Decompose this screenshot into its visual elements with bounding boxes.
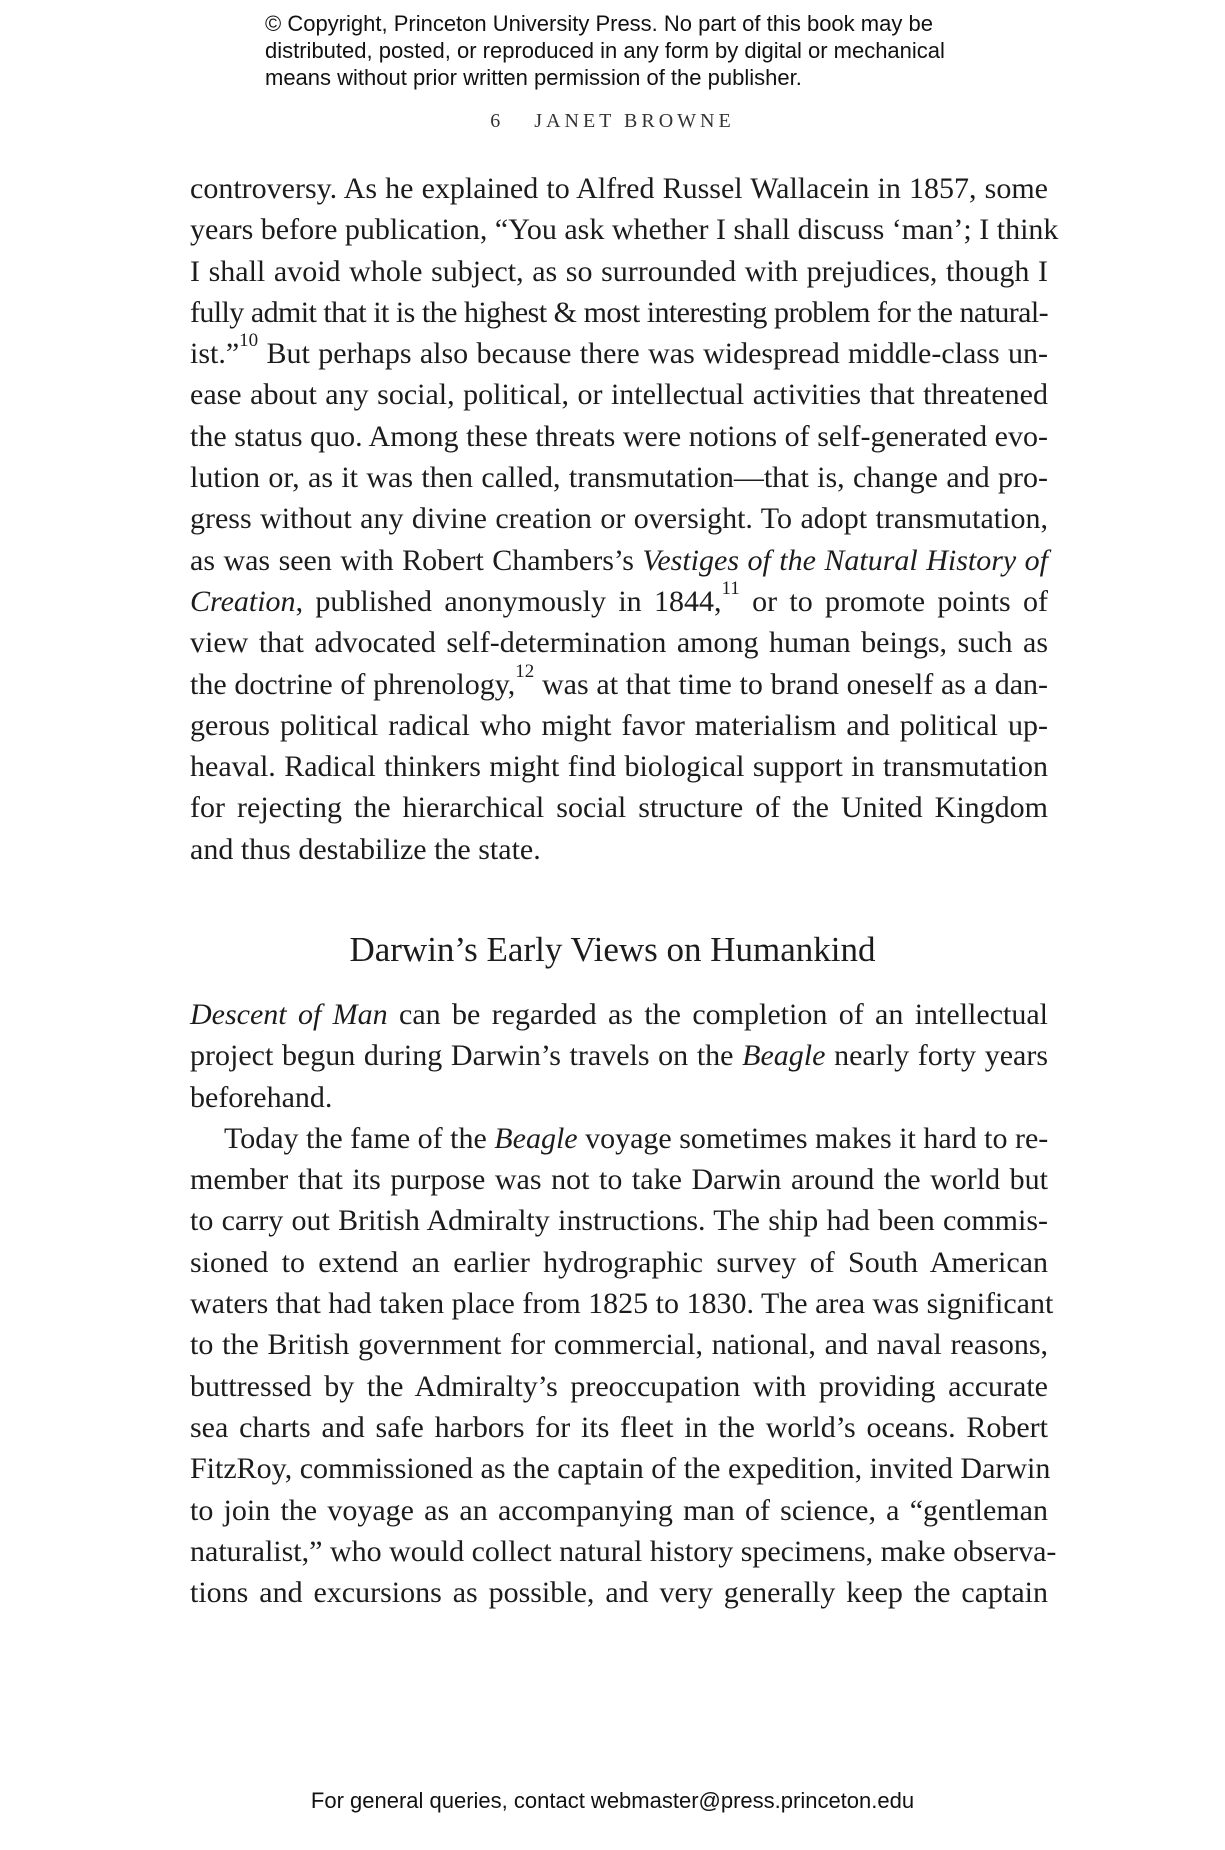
footer-contact: For general queries, contact webmaster@press.princeton.edu	[310, 1788, 915, 1813]
book-title: Vestiges of the Natural History of	[642, 543, 1048, 577]
text-line: gress without any divine creation or oversight. To adopt transmutation,	[190, 502, 1048, 536]
section-heading: Darwin’s Early Views on Humankind	[349, 930, 876, 969]
copyright-line: distributed, posted, or reproduced in any form by digital or mechanical	[265, 38, 945, 63]
text-line: and thus destabilize the state.	[190, 832, 541, 866]
text-line: gerous political radical who might favor materialism and political up-	[190, 708, 1048, 742]
text-span: ist.”	[190, 337, 240, 371]
text-line: controversy. As he explained to Alfred Russel Wallacein in 1857, some	[190, 172, 1048, 205]
text-span: , published anonymously in 1844,	[295, 584, 722, 618]
text-line: sioned to extend an earlier hydrographic survey of South American	[190, 1245, 1048, 1279]
footnote-ref: 10	[239, 330, 259, 352]
text-span: as was seen with Robert Chambers’s	[190, 543, 643, 577]
text-line: years before publication, “You ask whether I shall discuss ‘man’; I think	[190, 213, 1059, 247]
ship-name: Beagle	[494, 1121, 578, 1155]
text-line: buttressed by the Admiralty’s preoccupation with providing accurate	[190, 1369, 1048, 1403]
text-line: naturalist,” who would collect natural history specimens, make observa-	[190, 1534, 1057, 1568]
text-line: heaval. Radical thinkers might find biological support in transmutation	[190, 750, 1048, 784]
text-line	[190, 994, 1048, 1035]
text-line: to join the voyage as an accompanying man of science, a “gentleman	[190, 1493, 1048, 1527]
text-line: fully admit that it is the highest & most interesting problem for the natural-	[190, 295, 1048, 329]
running-head-author: JANET BROWNE	[534, 110, 735, 132]
text-line	[190, 540, 1048, 581]
text-line: ease about any social, political, or intellectual activities that threatened	[190, 378, 1048, 412]
text-line: sea charts and safe harbors for its fleet in the world’s oceans. Robert	[190, 1410, 1048, 1444]
text-span: was at that time to brand oneself as a dan-	[534, 667, 1049, 701]
text-line: waters that had taken place from 1825 to 1830. The area was significant	[190, 1287, 1054, 1321]
copyright-line: means without prior written permission of the publisher.	[265, 65, 802, 90]
text-line: view that advocated self-determination among human beings, such as	[190, 626, 1048, 660]
text-line	[190, 1118, 1048, 1159]
text-span: or to promote points of	[739, 584, 1048, 618]
book-title: Creation	[190, 584, 296, 618]
text-line: lution or, as it was then called, transmutation—that is, change and pro-	[190, 461, 1048, 495]
text-span: But perhaps also because there was widespread middle-class un-	[258, 337, 1048, 371]
text-span: Today the fame of the	[224, 1121, 495, 1155]
text-span: voyage sometimes makes it hard to re-	[577, 1121, 1049, 1155]
text-span: nearly forty years	[825, 1039, 1048, 1073]
text-line: FitzRoy, commissioned as the captain of the expedition, invited Darwin	[190, 1452, 1051, 1486]
text-line	[190, 330, 1048, 374]
text-line: tions and excursions as possible, and very generally keep the captain	[190, 1576, 1048, 1610]
copyright-notice	[265, 10, 1025, 91]
text-line	[190, 577, 1048, 622]
ship-name: Beagle	[742, 1039, 826, 1073]
book-title: Descent of Man	[190, 998, 388, 1031]
footnote-ref: 11	[721, 577, 740, 599]
text-line: to the British government for commercial, national, and naval reasons,	[190, 1328, 1048, 1362]
text-line: the status quo. Among these threats were notions of self-generated evo-	[190, 419, 1048, 453]
running-head	[0, 110, 1225, 133]
footnote-ref: 12	[515, 660, 535, 682]
text-line: beforehand.	[190, 1080, 333, 1114]
text-line: member that its purpose was not to take Darwin around the world but	[190, 1163, 1048, 1197]
text-span: can be regarded as the completion of an intellectual	[387, 998, 1048, 1031]
body-paragraph	[190, 168, 1059, 870]
page-number: 6	[490, 110, 504, 132]
text-span: the doctrine of phrenology,	[190, 667, 516, 701]
text-span: project begun during Darwin’s travels on the	[190, 1039, 743, 1073]
text-line: I shall avoid whole subject, as so surrounded with prejudices, though I	[190, 254, 1048, 288]
text-line: for rejecting the hierarchical social structure of the United Kingdom	[190, 791, 1048, 825]
body-paragraph	[190, 994, 1057, 1613]
text-line: to carry out British Admiralty instructions. The ship had been commis-	[190, 1204, 1048, 1238]
text-line	[190, 660, 1049, 705]
text-line	[190, 1035, 1048, 1076]
copyright-line: © Copyright, Princeton University Press. No part of this book may be	[265, 11, 933, 36]
